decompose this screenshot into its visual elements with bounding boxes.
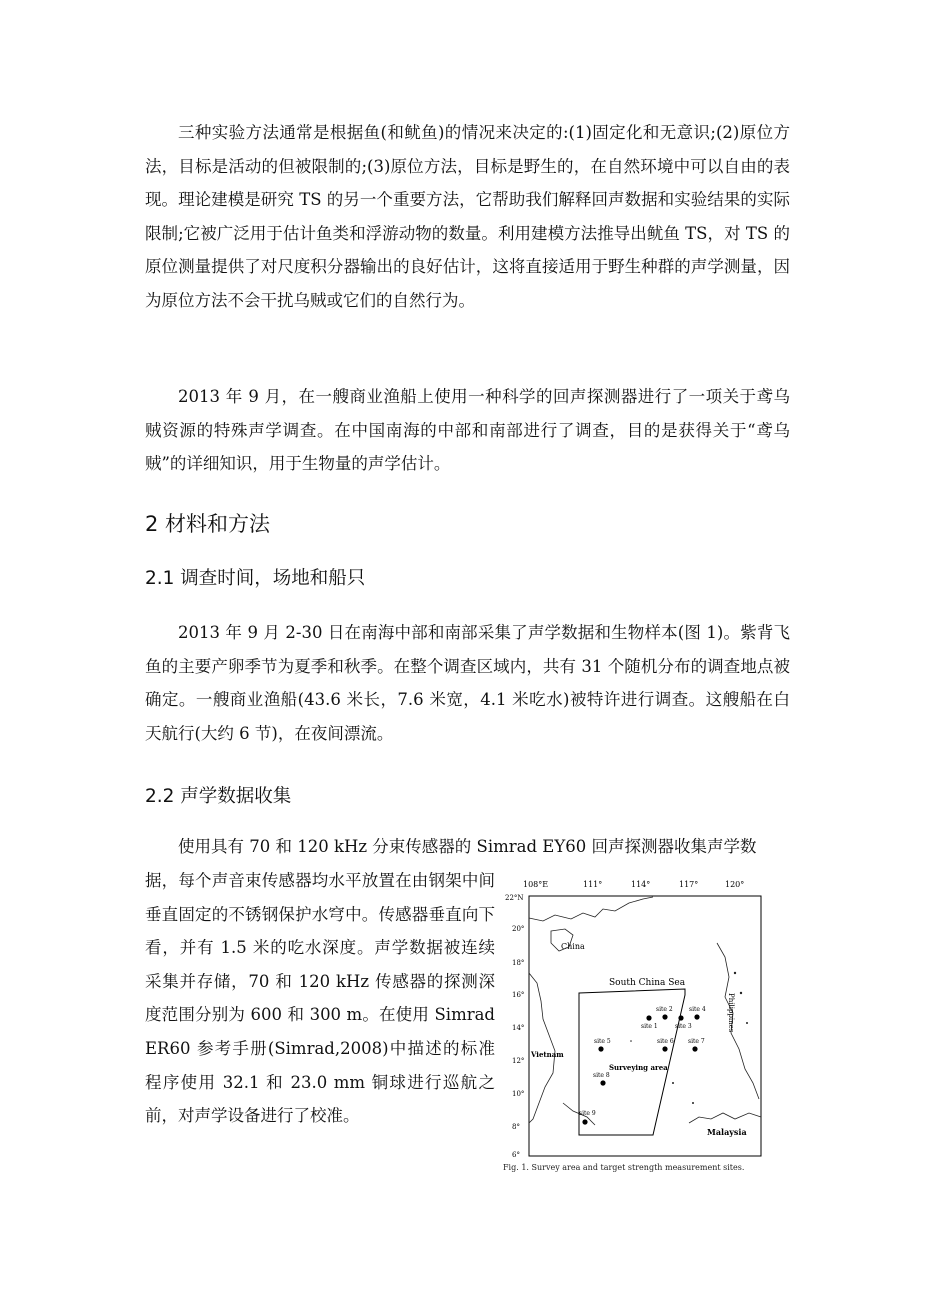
paragraph-acoustic-body: 据，每个声音束传感器均水平放置在由钢架中间垂直固定的不锈钢保护水穹中。传感器垂直向下看，并有 1.5 米的吃水深度。声学数据被连续采集并存储，70 和 120 kHz 传感器的探测深度范围分别为 600 和 300 m。在使用 Simrad ER60 参考手册(Simrad,2008)中描述的标准程序使用 32.1 和 23.0 mm 铜球进行巡航之前，对声学设备进行了校准。: [145, 871, 495, 1126]
site-label: site 1: [641, 1023, 658, 1030]
site-label: site 7: [688, 1038, 705, 1045]
lon-label: 120°: [725, 880, 745, 889]
place-label: South China Sea: [609, 978, 686, 988]
site-label: site 4: [689, 1006, 706, 1013]
site-marker: [694, 1014, 699, 1019]
lat-label: 12°: [512, 1057, 525, 1065]
site-marker: [598, 1046, 603, 1051]
survey-map: [503, 873, 765, 1163]
site-marker: [692, 1046, 697, 1051]
lat-label: 16°: [512, 991, 525, 999]
site-label: site 9: [579, 1110, 596, 1117]
lat-label: 8°: [512, 1123, 520, 1131]
lat-label: 14°: [512, 1024, 525, 1032]
place-label: Malaysia: [707, 1127, 747, 1137]
site-marker: [662, 1046, 667, 1051]
site-label: site 5: [594, 1038, 611, 1045]
figure-caption: Fig. 1. Survey area and target strength measurement sites.: [503, 1163, 745, 1172]
lat-label: 6°: [512, 1151, 520, 1159]
site-label: site 3: [675, 1023, 692, 1030]
lat-label: 22°N: [505, 894, 524, 902]
lon-label: 111°: [583, 880, 603, 889]
place-label: Surveying area: [609, 1063, 668, 1072]
site-marker: [582, 1119, 587, 1124]
place-label: Philippines: [727, 993, 735, 1033]
site-label: site 6: [657, 1038, 674, 1045]
subsection-heading-acoustic-data: 2.2 声学数据收集: [145, 786, 292, 807]
site-marker: [678, 1015, 683, 1020]
lat-label: 10°: [512, 1090, 525, 1098]
site-label: site 8: [593, 1072, 610, 1079]
lon-label: 114°: [631, 880, 651, 889]
lat-label: 20°: [512, 925, 525, 933]
site-label: site 2: [656, 1006, 673, 1013]
place-label: Vietnam: [531, 1050, 564, 1059]
figure-survey-map: [503, 873, 765, 1183]
lat-label: 18°: [512, 959, 525, 967]
site-marker: [600, 1080, 605, 1085]
site-marker: [662, 1014, 667, 1019]
section-heading-materials-methods: 2 材料和方法: [145, 512, 271, 536]
paragraph-acoustic-lead: 使用具有 70 和 120 kHz 分束传感器的 Simrad EY60 回声探测器收集声学数: [178, 837, 757, 856]
subsection-heading-survey-time: 2.1 调查时间，场地和船只: [145, 568, 366, 589]
paragraph-survey-time: 2013 年 9 月 2-30 日在南海中部和南部采集了声学数据和生物样本(图 1)。紫背飞鱼的主要产卵季节为夏季和秋季。在整个调查区域内，共有 31 个随机分布的调查地点被确定。一艘商业渔船(43.6 米长，7.6 米宽，4.1 米吃水)被特许进行调查。这艘船在白天航行(大约 6 节)，在夜间漂流。: [145, 623, 790, 743]
place-label: China: [561, 942, 585, 951]
paragraph-survey-intro: 2013 年 9 月，在一艘商业渔船上使用一种科学的回声探测器进行了一项关于鸢乌贼资源的特殊声学调查。在中国南海的中部和南部进行了调查，目的是获得关于“鸢乌贼”的详细知识，用于生物量的声学估计。: [145, 387, 790, 474]
lon-label: 108°E: [523, 880, 549, 889]
lon-label: 117°: [679, 880, 699, 889]
site-marker: [646, 1015, 651, 1020]
paragraph-experimental-methods: 三种实验方法通常是根据鱼(和鱿鱼)的情况来决定的:(1)固定化和无意识;(2)原位方法，目标是活动的但被限制的;(3)原位方法，目标是野生的，在自然环境中可以自由的表现。理论建模是研究 TS 的另一个重要方法，它帮助我们解释回声数据和实验结果的实际限制;它被广泛用于估计鱼类和浮游动物的数量。利用建模方法推导出鱿鱼 TS，对 TS 的原位测量提供了对尺度积分器输出的良好估计，这将直接适用于野生种群的声学测量，因为原位方法不会干扰乌贼或它们的自然行为。: [145, 123, 790, 310]
